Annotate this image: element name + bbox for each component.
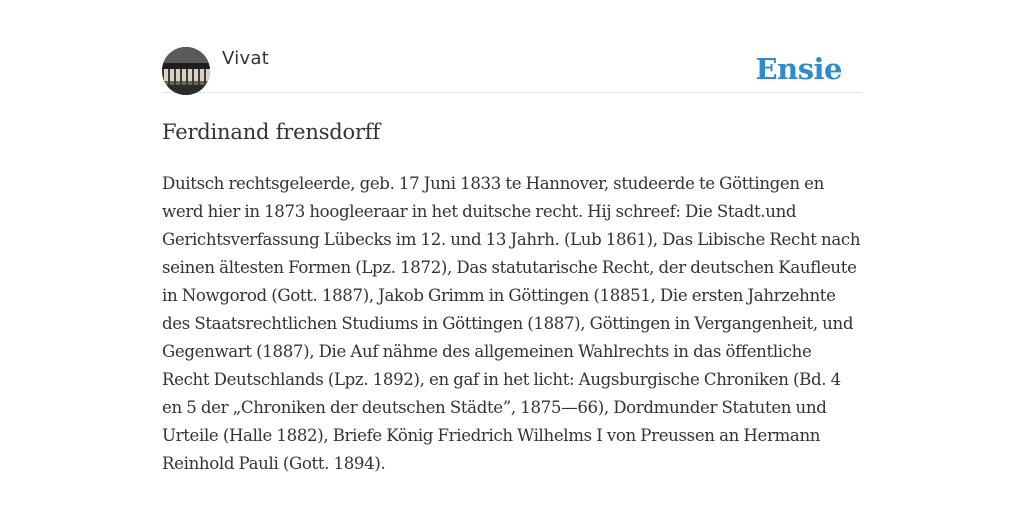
brand-logo[interactable]: Ensie — [755, 52, 842, 86]
article-body: Duitsch rechtsgeleerde, geb. 17 Juni 1833 te Hannover, studeerde te Göttingen en werd hier in 1873 hoogleeraar in het duitsche recht. Hij schreef: Die Stadt.und Gerichtsverfassung Lübecks im 12. und 13 Jahrh. (Lub 1861), Das Libische Recht nach seinen ältesten Formen (Lpz. 1872), Das statutarische Recht, der deutschen Kaufleute in Nowgorod (Gott. 1887), Jakob Grimm in Göttingen (18851, Die ersten Jahrzehnte des Staatsrechtlichen Studiums in Göttingen (1887), Göttingen in Vergangenheit, und Gegenwart (1887), Die Auf nähme des allgemeinen Wahlrechts in das öffentliche Recht Deutschlands (Lpz. 1892), en gaf in het licht: Augsburgische Chroniken (Bd. 4 en 5 der „Chroniken der deutschen Städte”, 1875—66), Dordmunder Statuten und Urteile (Halle 1882), Briefe König Friedrich Wilhelms I von Preussen an Hermann Reinhold Pauli (Gott. 1894). — [162, 174, 861, 473]
author-link[interactable]: Vivat — [222, 48, 270, 69]
article-card — [162, 46, 862, 478]
card-header — [162, 46, 862, 93]
avatar[interactable] — [162, 47, 210, 95]
article-title: Ferdinand frensdorff — [162, 120, 380, 144]
typewriter-keys-avatar-icon — [162, 47, 210, 95]
